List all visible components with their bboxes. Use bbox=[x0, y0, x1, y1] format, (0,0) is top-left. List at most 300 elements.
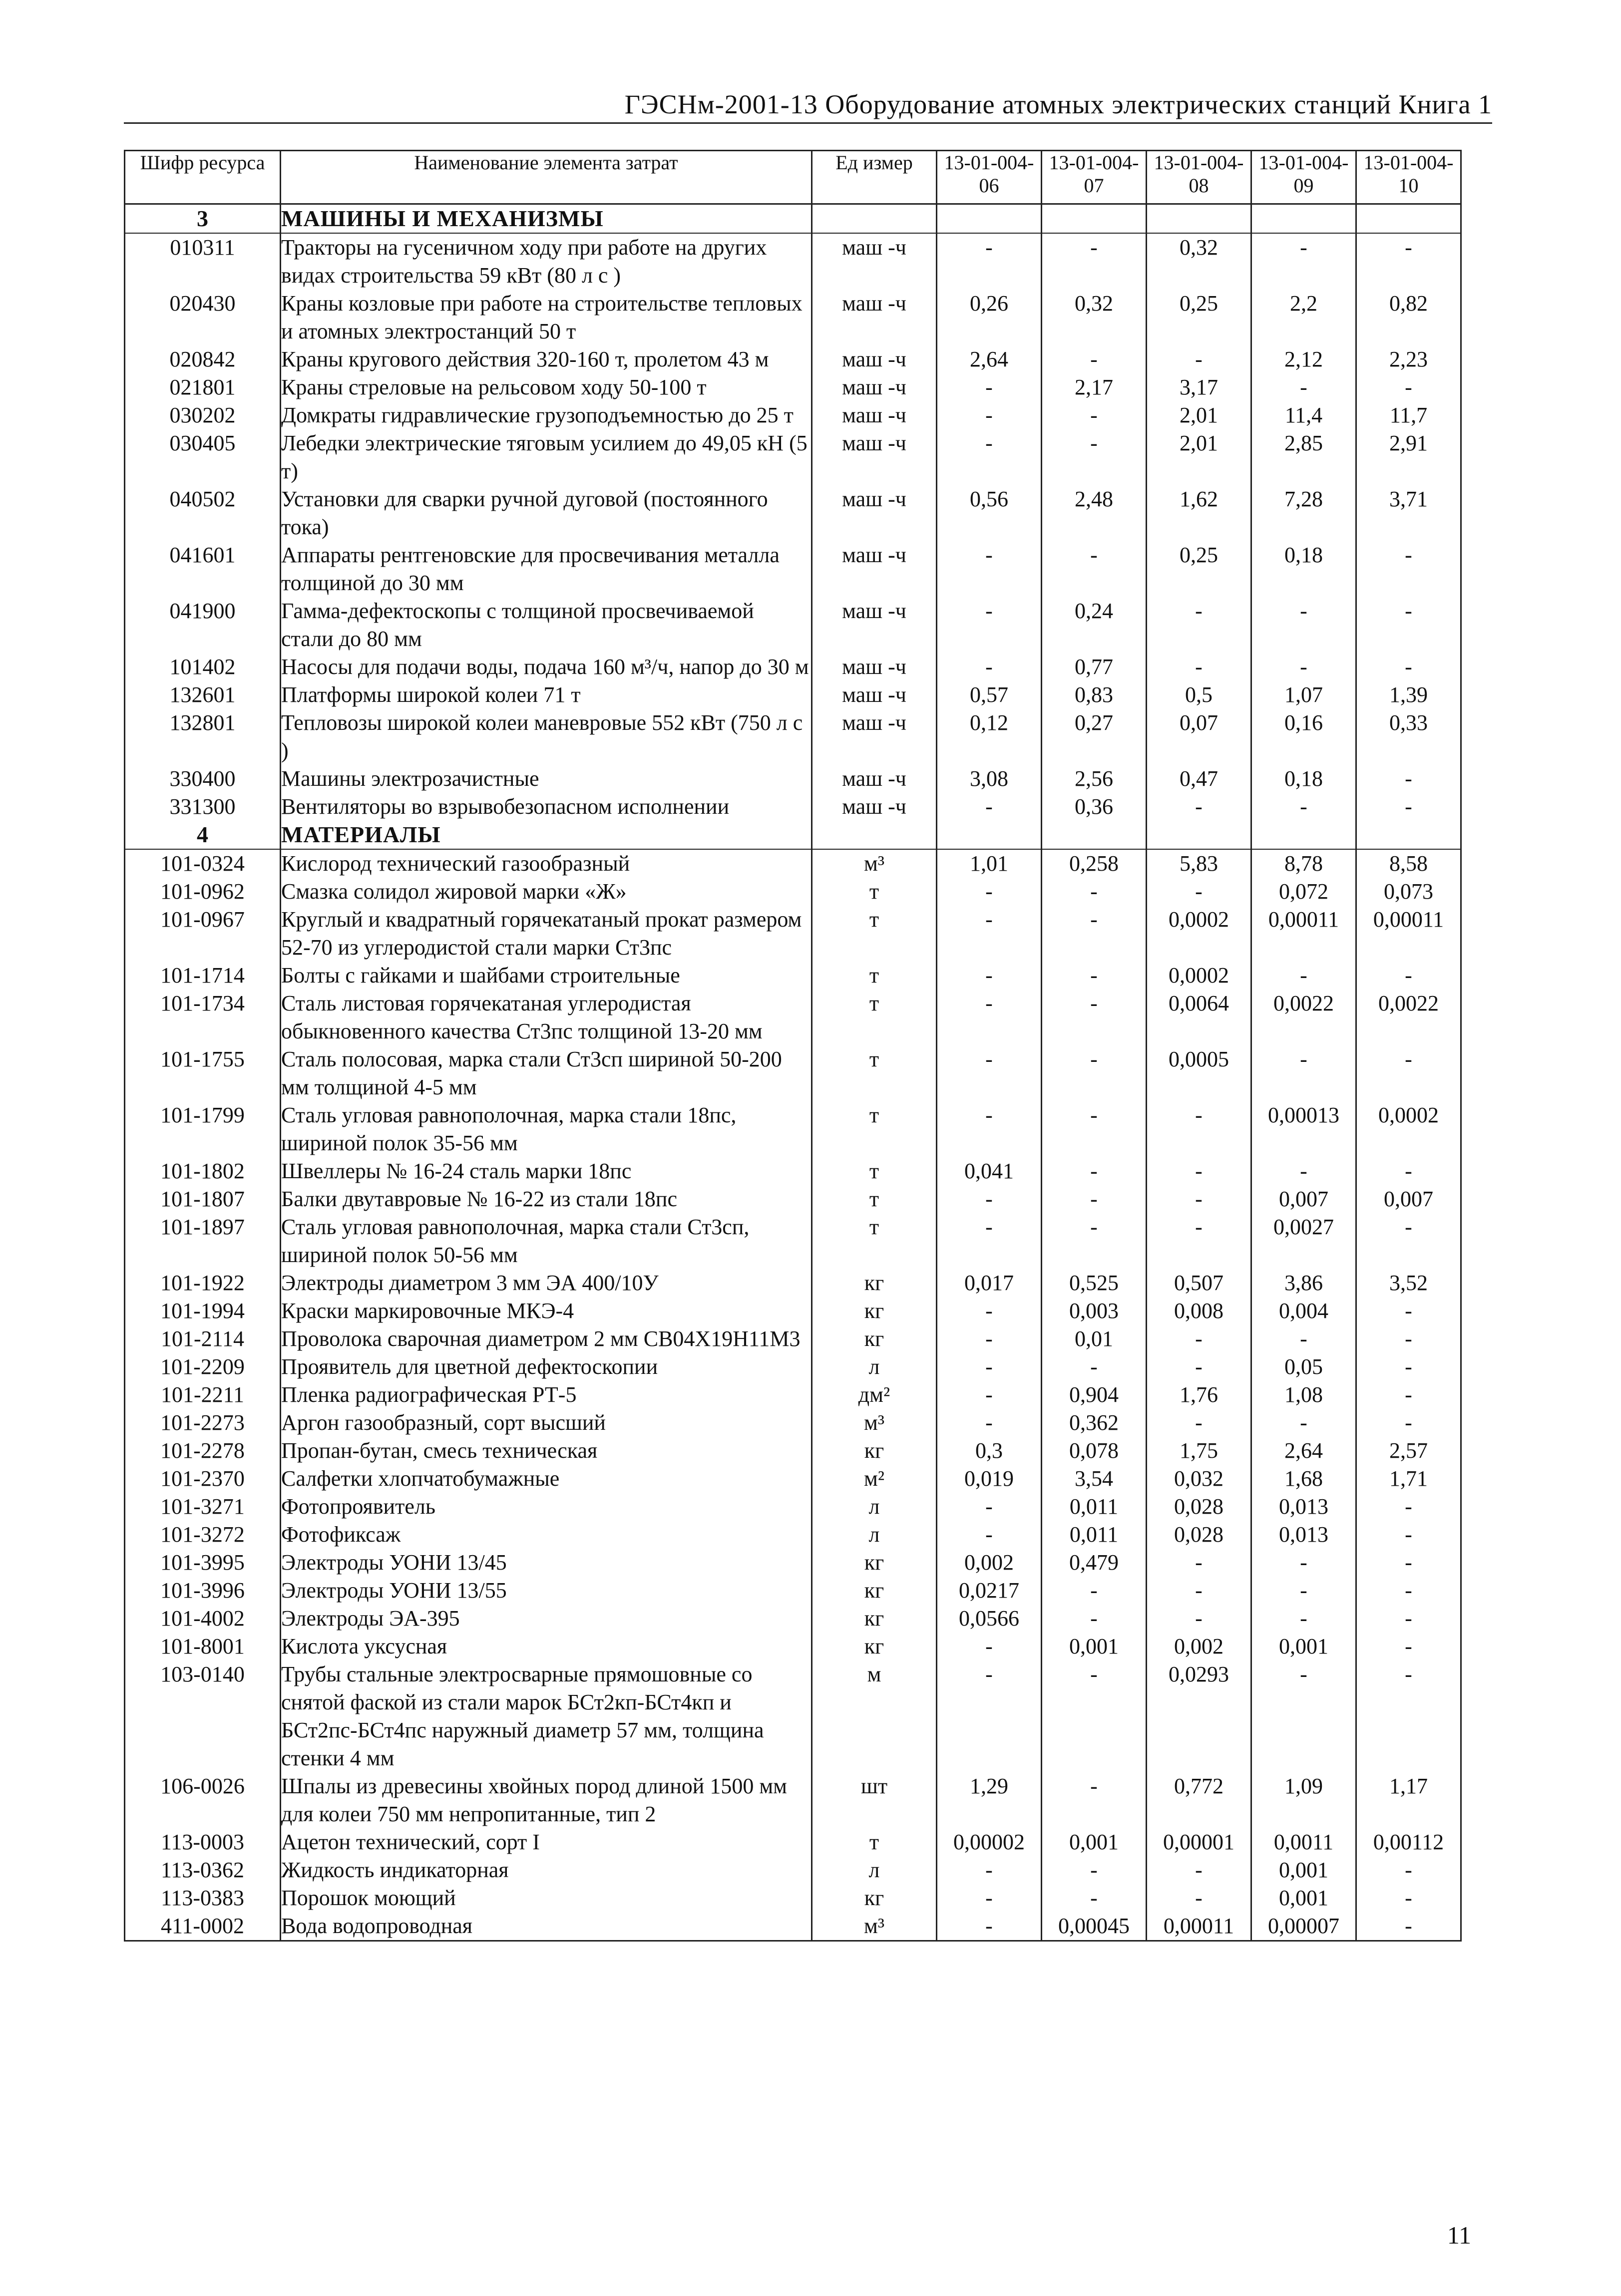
resource-name: Круглый и квадратный горячекатаный прокат размером 52-70 из углеродистой стали марки Ст3пс bbox=[281, 906, 812, 962]
table-row bbox=[125, 1297, 1461, 1325]
norm-value: 2,64 bbox=[937, 345, 1042, 373]
norm-value: 0,078 bbox=[1042, 1437, 1147, 1465]
resource-code: 021801 bbox=[125, 373, 281, 401]
norm-value: 0,01 bbox=[1042, 1325, 1147, 1353]
norm-value: 0,00001 bbox=[1147, 1828, 1251, 1856]
norm-value: - bbox=[1356, 1577, 1461, 1605]
norm-value: 0,3 bbox=[937, 1437, 1042, 1465]
section-row bbox=[125, 821, 1461, 849]
norm-value: - bbox=[1251, 1549, 1356, 1577]
norm-value: - bbox=[1356, 373, 1461, 401]
resource-name: Краны стреловые на рельсовом ходу 50-100 т bbox=[281, 373, 812, 401]
resource-unit: маш -ч bbox=[812, 485, 937, 541]
norm-value: - bbox=[937, 401, 1042, 429]
resource-unit: кг bbox=[812, 1633, 937, 1660]
header-unit: Ед измер bbox=[812, 151, 937, 204]
norm-value: - bbox=[937, 597, 1042, 653]
resource-unit: маш -ч bbox=[812, 765, 937, 793]
norm-value: 3,08 bbox=[937, 765, 1042, 793]
resource-code: 101-2278 bbox=[125, 1437, 281, 1465]
norm-value: - bbox=[1042, 878, 1147, 906]
resource-code: 020842 bbox=[125, 345, 281, 373]
table-row bbox=[125, 653, 1461, 681]
table-row bbox=[125, 401, 1461, 429]
norm-value: 0,05 bbox=[1251, 1353, 1356, 1381]
resource-code: 101-2209 bbox=[125, 1353, 281, 1381]
resource-code: 101-2114 bbox=[125, 1325, 281, 1353]
norm-value: - bbox=[937, 1381, 1042, 1409]
resource-unit: шт bbox=[812, 1772, 937, 1828]
norm-value: 0,00013 bbox=[1251, 1101, 1356, 1157]
norm-value: 0,028 bbox=[1147, 1521, 1251, 1549]
resource-code: 101-1755 bbox=[125, 1045, 281, 1101]
norm-value: 1,76 bbox=[1147, 1381, 1251, 1409]
norm-value: 0,001 bbox=[1251, 1633, 1356, 1660]
resource-code: 113-0362 bbox=[125, 1856, 281, 1884]
norm-value: - bbox=[1356, 1660, 1461, 1772]
norm-value: 11,4 bbox=[1251, 401, 1356, 429]
table-row bbox=[125, 1269, 1461, 1297]
norm-value: 0,002 bbox=[937, 1549, 1042, 1577]
norm-value: 2,56 bbox=[1042, 765, 1147, 793]
table-row bbox=[125, 1045, 1461, 1101]
table-row bbox=[125, 290, 1461, 345]
resource-code: 101-1807 bbox=[125, 1185, 281, 1213]
norm-value: - bbox=[937, 1884, 1042, 1912]
norm-value: - bbox=[1042, 1884, 1147, 1912]
norm-value: 0,011 bbox=[1042, 1493, 1147, 1521]
resource-code: 101-1734 bbox=[125, 989, 281, 1045]
empty-cell bbox=[1147, 821, 1251, 849]
norm-value: - bbox=[1356, 1912, 1461, 1941]
norm-value: 2,23 bbox=[1356, 345, 1461, 373]
document-title: ГЭСНм-2001-13 Оборудование атомных электрических станций Книга 1 bbox=[624, 89, 1492, 119]
table-header-row bbox=[125, 151, 1461, 204]
resource-unit: т bbox=[812, 1213, 937, 1269]
header-col-08: 13-01-004-08 bbox=[1147, 151, 1251, 204]
norm-value: - bbox=[937, 233, 1042, 290]
empty-cell bbox=[937, 821, 1042, 849]
norm-value: 2,85 bbox=[1251, 429, 1356, 485]
resource-code: 101-1714 bbox=[125, 962, 281, 989]
norm-value: - bbox=[937, 1325, 1042, 1353]
norm-value: - bbox=[1356, 1856, 1461, 1884]
resource-name: Лебедки электрические тяговым усилием до 49,05 кН (5 т) bbox=[281, 429, 812, 485]
resource-code: 101402 bbox=[125, 653, 281, 681]
resource-code: 101-1802 bbox=[125, 1157, 281, 1185]
norm-value: 0,25 bbox=[1147, 541, 1251, 597]
table-row bbox=[125, 1465, 1461, 1493]
norm-value: - bbox=[1042, 1045, 1147, 1101]
table-row bbox=[125, 1381, 1461, 1409]
norm-value: 2,12 bbox=[1251, 345, 1356, 373]
norm-value: 0,001 bbox=[1042, 1828, 1147, 1856]
norm-value: - bbox=[1042, 1772, 1147, 1828]
norm-value: - bbox=[1356, 597, 1461, 653]
norm-value: - bbox=[1251, 1577, 1356, 1605]
resource-name: Сталь листовая горячекатаная углеродистая обыкновенного качества Ст3пс толщиной 13-20 мм bbox=[281, 989, 812, 1045]
table-row bbox=[125, 1437, 1461, 1465]
resource-name: Краски маркировочные МКЭ-4 bbox=[281, 1297, 812, 1325]
norm-value: - bbox=[1251, 1325, 1356, 1353]
resource-code: 010311 bbox=[125, 233, 281, 290]
norm-value: 1,01 bbox=[937, 849, 1042, 878]
norm-value: - bbox=[937, 1185, 1042, 1213]
header-rule bbox=[124, 122, 1492, 124]
resource-name: Сталь угловая равнополочная, марка стали 18пс, шириной полок 35-56 мм bbox=[281, 1101, 812, 1157]
resource-code: 132601 bbox=[125, 681, 281, 709]
resource-name: Сталь полосовая, марка стали Ст3сп шириной 50-200 мм толщиной 4-5 мм bbox=[281, 1045, 812, 1101]
norm-value: 0,16 bbox=[1251, 709, 1356, 765]
norm-value: - bbox=[937, 373, 1042, 401]
resource-code: 101-2370 bbox=[125, 1465, 281, 1493]
resource-name: Гамма-дефектоскопы с толщиной просвечиваемой стали до 80 мм bbox=[281, 597, 812, 653]
resource-unit: маш -ч bbox=[812, 429, 937, 485]
resource-name: Домкраты гидравлические грузоподъемностью до 25 т bbox=[281, 401, 812, 429]
resource-unit: т bbox=[812, 1101, 937, 1157]
norm-value: - bbox=[1042, 429, 1147, 485]
norm-value: 0,27 bbox=[1042, 709, 1147, 765]
empty-cell bbox=[812, 821, 937, 849]
resource-name: Балки двутавровые № 16-22 из стали 18пс bbox=[281, 1185, 812, 1213]
norm-value: 0,0005 bbox=[1147, 1045, 1251, 1101]
norm-value: - bbox=[1147, 1577, 1251, 1605]
header-col-07: 13-01-004-07 bbox=[1042, 151, 1147, 204]
norm-value: - bbox=[1251, 962, 1356, 989]
norm-value: 1,62 bbox=[1147, 485, 1251, 541]
resource-unit: м³ bbox=[812, 849, 937, 878]
norm-value: - bbox=[937, 653, 1042, 681]
norm-value: 0,0566 bbox=[937, 1605, 1042, 1633]
norm-value: - bbox=[1251, 373, 1356, 401]
table-row bbox=[125, 1409, 1461, 1437]
norm-value: - bbox=[937, 1213, 1042, 1269]
resource-unit: кг bbox=[812, 1884, 937, 1912]
norm-value: 0,904 bbox=[1042, 1381, 1147, 1409]
norm-value: 0,00011 bbox=[1356, 906, 1461, 962]
norm-value: - bbox=[937, 1297, 1042, 1325]
resource-name: Краны кругового действия 320-160 т, пролетом 43 м bbox=[281, 345, 812, 373]
resource-name: Сталь угловая равнополочная, марка стали Ст3сп, шириной полок 50-56 мм bbox=[281, 1213, 812, 1269]
norm-value: - bbox=[1356, 541, 1461, 597]
resource-code: 101-3995 bbox=[125, 1549, 281, 1577]
resource-code: 330400 bbox=[125, 765, 281, 793]
norm-value: - bbox=[1251, 653, 1356, 681]
norm-value: 1,17 bbox=[1356, 1772, 1461, 1828]
norm-value: 0,525 bbox=[1042, 1269, 1147, 1297]
norm-value: 0,00045 bbox=[1042, 1912, 1147, 1941]
norm-value: - bbox=[937, 541, 1042, 597]
table-row bbox=[125, 1521, 1461, 1549]
norm-value: - bbox=[1356, 1381, 1461, 1409]
resource-name: Тракторы на гусеничном ходу при работе на других видах строительства 59 кВт (80 л с ) bbox=[281, 233, 812, 290]
table-row bbox=[125, 597, 1461, 653]
empty-cell bbox=[1356, 204, 1461, 234]
resource-unit: м² bbox=[812, 1465, 937, 1493]
section-title: МАТЕРИАЛЫ bbox=[281, 821, 812, 849]
table-row bbox=[125, 541, 1461, 597]
resource-name: Краны козловые при работе на строительстве тепловых и атомных электростанций 50 т bbox=[281, 290, 812, 345]
norm-value: 8,58 bbox=[1356, 849, 1461, 878]
norm-value: - bbox=[1147, 1213, 1251, 1269]
resource-unit: кг bbox=[812, 1605, 937, 1633]
page-number: 11 bbox=[1447, 2221, 1471, 2249]
norm-value: 0,00112 bbox=[1356, 1828, 1461, 1856]
norm-value: 0,041 bbox=[937, 1157, 1042, 1185]
empty-cell bbox=[1356, 821, 1461, 849]
empty-cell bbox=[937, 204, 1042, 234]
norm-value: 0,0002 bbox=[1147, 906, 1251, 962]
norm-value: 0,258 bbox=[1042, 849, 1147, 878]
resource-code: 101-0962 bbox=[125, 878, 281, 906]
norm-value: - bbox=[1147, 1185, 1251, 1213]
norm-value: 0,00002 bbox=[937, 1828, 1042, 1856]
norm-value: 0,12 bbox=[937, 709, 1042, 765]
resource-unit: т bbox=[812, 1045, 937, 1101]
norm-value: 0,82 bbox=[1356, 290, 1461, 345]
resource-unit: маш -ч bbox=[812, 709, 937, 765]
resource-unit: т bbox=[812, 878, 937, 906]
resource-unit: л bbox=[812, 1353, 937, 1381]
resource-name: Машины электрозачистные bbox=[281, 765, 812, 793]
norm-value: - bbox=[937, 1633, 1042, 1660]
norm-value: - bbox=[937, 429, 1042, 485]
norm-value: - bbox=[1356, 233, 1461, 290]
resource-code: 331300 bbox=[125, 793, 281, 821]
norm-value: - bbox=[1356, 1213, 1461, 1269]
empty-cell bbox=[1042, 821, 1147, 849]
norm-value: 0,032 bbox=[1147, 1465, 1251, 1493]
table-row bbox=[125, 962, 1461, 989]
norm-value: 1,09 bbox=[1251, 1772, 1356, 1828]
norm-value: 11,7 bbox=[1356, 401, 1461, 429]
resource-code: 041601 bbox=[125, 541, 281, 597]
resource-name: Насосы для подачи воды, подача 160 м³/ч, напор до 30 м bbox=[281, 653, 812, 681]
resource-unit: кг bbox=[812, 1437, 937, 1465]
norm-value: - bbox=[1042, 962, 1147, 989]
norm-value: 2,91 bbox=[1356, 429, 1461, 485]
resource-code: 106-0026 bbox=[125, 1772, 281, 1828]
norm-value: - bbox=[1251, 1660, 1356, 1772]
resource-unit: кг bbox=[812, 1577, 937, 1605]
resource-unit: маш -ч bbox=[812, 681, 937, 709]
norm-value: - bbox=[1356, 1605, 1461, 1633]
resource-name: Пропан-бутан, смесь техническая bbox=[281, 1437, 812, 1465]
resource-code: 101-1799 bbox=[125, 1101, 281, 1157]
resource-unit: маш -ч bbox=[812, 597, 937, 653]
resource-code: 041900 bbox=[125, 597, 281, 653]
norm-value: - bbox=[1147, 1325, 1251, 1353]
resource-unit: т bbox=[812, 962, 937, 989]
resource-code: 030202 bbox=[125, 401, 281, 429]
norm-value: 0,0293 bbox=[1147, 1660, 1251, 1772]
norm-value: - bbox=[1147, 1549, 1251, 1577]
table-row bbox=[125, 1884, 1461, 1912]
norm-value: - bbox=[1147, 1884, 1251, 1912]
empty-cell bbox=[1042, 204, 1147, 234]
resource-unit: маш -ч bbox=[812, 290, 937, 345]
resource-code: 101-3996 bbox=[125, 1577, 281, 1605]
resource-unit: маш -ч bbox=[812, 233, 937, 290]
norm-value: - bbox=[1147, 345, 1251, 373]
table-row bbox=[125, 1549, 1461, 1577]
resource-name: Смазка солидол жировой марки «Ж» bbox=[281, 878, 812, 906]
norm-value: - bbox=[1042, 401, 1147, 429]
norm-value: 0,18 bbox=[1251, 541, 1356, 597]
norm-value: 1,07 bbox=[1251, 681, 1356, 709]
table-row bbox=[125, 1325, 1461, 1353]
resource-code: 020430 bbox=[125, 290, 281, 345]
norm-value: - bbox=[1042, 1353, 1147, 1381]
resource-name: Аппараты рентгеновские для просвечивания металла толщиной до 30 мм bbox=[281, 541, 812, 597]
table-row bbox=[125, 765, 1461, 793]
norm-value: 2,48 bbox=[1042, 485, 1147, 541]
norm-value: - bbox=[937, 1493, 1042, 1521]
norm-value: 3,86 bbox=[1251, 1269, 1356, 1297]
resource-unit: м³ bbox=[812, 1912, 937, 1941]
norm-value: 1,71 bbox=[1356, 1465, 1461, 1493]
norm-value: - bbox=[1356, 962, 1461, 989]
norm-value: - bbox=[1356, 1521, 1461, 1549]
norm-value: - bbox=[1251, 1605, 1356, 1633]
table-row bbox=[125, 485, 1461, 541]
resource-name: Тепловозы широкой колеи маневровые 552 кВт (750 л с ) bbox=[281, 709, 812, 765]
norm-value: 0,32 bbox=[1042, 290, 1147, 345]
resource-unit: маш -ч bbox=[812, 401, 937, 429]
norm-value: 0,0217 bbox=[937, 1577, 1042, 1605]
norm-value: - bbox=[1042, 233, 1147, 290]
table-row bbox=[125, 1353, 1461, 1381]
empty-cell bbox=[1251, 204, 1356, 234]
resource-name: Салфетки хлопчатобумажные bbox=[281, 1465, 812, 1493]
resource-unit: кг bbox=[812, 1325, 937, 1353]
norm-value: - bbox=[1251, 233, 1356, 290]
norm-value: 5,83 bbox=[1147, 849, 1251, 878]
empty-cell bbox=[812, 204, 937, 234]
resource-unit: м³ bbox=[812, 1409, 937, 1437]
table-row bbox=[125, 1185, 1461, 1213]
norm-value: 0,007 bbox=[1251, 1185, 1356, 1213]
norm-value: - bbox=[1356, 1409, 1461, 1437]
resource-unit: л bbox=[812, 1856, 937, 1884]
norm-value: - bbox=[1042, 1101, 1147, 1157]
norm-value: 0,0022 bbox=[1356, 989, 1461, 1045]
norm-value: - bbox=[1356, 1045, 1461, 1101]
resource-code: 101-4002 bbox=[125, 1605, 281, 1633]
resource-unit: дм² bbox=[812, 1381, 937, 1409]
table-row bbox=[125, 373, 1461, 401]
norm-value: - bbox=[1356, 1549, 1461, 1577]
norm-value: 0,002 bbox=[1147, 1633, 1251, 1660]
resource-name: Электроды ЭА-395 bbox=[281, 1605, 812, 1633]
resource-name: Проволока сварочная диаметром 2 мм СВ04Х19Н11М3 bbox=[281, 1325, 812, 1353]
resource-name: Установки для сварки ручной дуговой (постоянного тока) bbox=[281, 485, 812, 541]
norm-value: - bbox=[937, 1521, 1042, 1549]
norm-value: - bbox=[1042, 989, 1147, 1045]
norm-value: 0,028 bbox=[1147, 1493, 1251, 1521]
table-row bbox=[125, 681, 1461, 709]
norm-value: - bbox=[1042, 1185, 1147, 1213]
norm-value: - bbox=[1042, 1213, 1147, 1269]
norm-value: - bbox=[1251, 1409, 1356, 1437]
norm-value: 0,36 bbox=[1042, 793, 1147, 821]
norm-value: 3,54 bbox=[1042, 1465, 1147, 1493]
resource-code: 101-2211 bbox=[125, 1381, 281, 1409]
norm-value: - bbox=[1356, 653, 1461, 681]
norm-value: - bbox=[1356, 1157, 1461, 1185]
norm-value: - bbox=[1147, 878, 1251, 906]
resource-code: 113-0383 bbox=[125, 1884, 281, 1912]
norm-value: - bbox=[1251, 793, 1356, 821]
norm-value: - bbox=[937, 1409, 1042, 1437]
norm-value: 0,07 bbox=[1147, 709, 1251, 765]
norm-value: 0,83 bbox=[1042, 681, 1147, 709]
norm-value: - bbox=[937, 878, 1042, 906]
resource-unit: маш -ч bbox=[812, 793, 937, 821]
norm-value: 0,00011 bbox=[1147, 1912, 1251, 1941]
norm-value: 0,00007 bbox=[1251, 1912, 1356, 1941]
empty-cell bbox=[1251, 821, 1356, 849]
norm-value: 0,772 bbox=[1147, 1772, 1251, 1828]
resource-name: Кислота уксусная bbox=[281, 1633, 812, 1660]
table-row bbox=[125, 793, 1461, 821]
norm-value: - bbox=[937, 1101, 1042, 1157]
norm-value: 3,17 bbox=[1147, 373, 1251, 401]
section-row bbox=[125, 204, 1461, 234]
norm-value: 0,0011 bbox=[1251, 1828, 1356, 1856]
norm-value: 0,011 bbox=[1042, 1521, 1147, 1549]
norm-value: 2,01 bbox=[1147, 401, 1251, 429]
table-row bbox=[125, 906, 1461, 962]
norm-value: 0,57 bbox=[937, 681, 1042, 709]
table-row bbox=[125, 1856, 1461, 1884]
resource-code: 101-1897 bbox=[125, 1213, 281, 1269]
resource-name: Порошок моющий bbox=[281, 1884, 812, 1912]
norm-value: - bbox=[937, 962, 1042, 989]
norm-value: - bbox=[937, 1660, 1042, 1772]
norm-value: 2,64 bbox=[1251, 1437, 1356, 1465]
norm-value: 0,013 bbox=[1251, 1493, 1356, 1521]
resource-name: Болты с гайками и шайбами строительные bbox=[281, 962, 812, 989]
norm-value: 0,013 bbox=[1251, 1521, 1356, 1549]
header-name: Наименование элемента затрат bbox=[281, 151, 812, 204]
resource-name: Аргон газообразный, сорт высший bbox=[281, 1409, 812, 1437]
resource-unit: т bbox=[812, 1828, 937, 1856]
norm-value: - bbox=[937, 1353, 1042, 1381]
norm-value: 0,507 bbox=[1147, 1269, 1251, 1297]
norm-value: 0,004 bbox=[1251, 1297, 1356, 1325]
norm-value: 0,18 bbox=[1251, 765, 1356, 793]
norm-value: 0,019 bbox=[937, 1465, 1042, 1493]
norm-value: - bbox=[1251, 1157, 1356, 1185]
resource-unit: маш -ч bbox=[812, 541, 937, 597]
resource-code: 411-0002 bbox=[125, 1912, 281, 1941]
resource-name: Фотопроявитель bbox=[281, 1493, 812, 1521]
resource-name: Трубы стальные электросварные прямошовные со снятой фаской из стали марок БСт2кп-БСт4кп и БСт2пс-БСт4пс наружный диаметр 57 мм, толщина стенки 4 мм bbox=[281, 1660, 812, 1772]
resource-unit: л bbox=[812, 1521, 937, 1549]
resource-code: 103-0140 bbox=[125, 1660, 281, 1772]
norm-value: 0,073 bbox=[1356, 878, 1461, 906]
norm-value: 1,08 bbox=[1251, 1381, 1356, 1409]
norm-value: - bbox=[1251, 597, 1356, 653]
norm-value: - bbox=[1356, 1884, 1461, 1912]
table-row bbox=[125, 989, 1461, 1045]
norm-value: 0,008 bbox=[1147, 1297, 1251, 1325]
norm-value: - bbox=[1356, 1633, 1461, 1660]
norm-value: - bbox=[937, 793, 1042, 821]
table-row bbox=[125, 1660, 1461, 1772]
norm-value: 0,362 bbox=[1042, 1409, 1147, 1437]
